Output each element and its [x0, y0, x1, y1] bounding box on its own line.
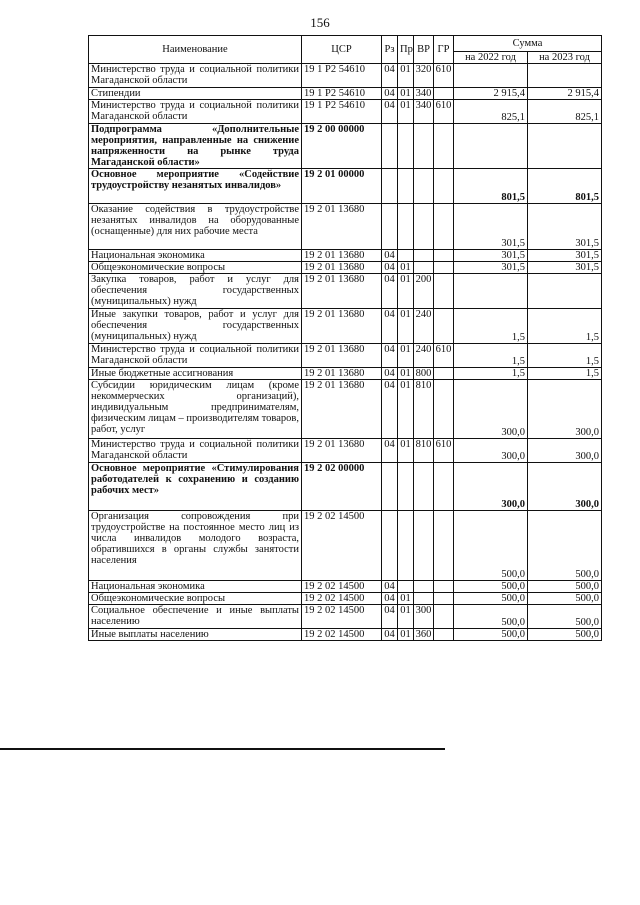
row-rz: 04	[382, 439, 398, 463]
row-name: Субсидии юридическим лицам (кроме некоммерческих организаций), индивидуальным предпринимателям, физическим лицам – производителям товаров, работ, услуг	[89, 380, 302, 439]
row-sum-2023: 1,5	[528, 368, 602, 380]
row-gr	[434, 368, 454, 380]
row-gr	[434, 593, 454, 605]
row-sum-2022	[454, 64, 528, 88]
row-csr: 19 1 P2 54610	[302, 88, 382, 100]
row-pr: 01	[398, 605, 414, 629]
row-sum-2023: 300,0	[528, 463, 602, 511]
row-gr	[434, 605, 454, 629]
row-pr: 01	[398, 262, 414, 274]
row-name: Социальное обеспечение и иные выплаты населению	[89, 605, 302, 629]
row-sum-2023: 301,5	[528, 250, 602, 262]
row-name: Организация сопровождения при трудоустройстве на постоянное место лиц из числа инвалидов молодого возраста, обратившихся в органы службы занятости населения	[89, 511, 302, 581]
row-vr	[414, 463, 434, 511]
row-pr: 01	[398, 344, 414, 368]
footer-rule	[0, 748, 445, 750]
row-sum-2022: 500,0	[454, 605, 528, 629]
row-name: Министерство труда и социальной политики Магаданской области	[89, 439, 302, 463]
table-row	[89, 262, 602, 274]
header-sum: Сумма	[454, 36, 602, 52]
row-gr: 610	[434, 64, 454, 88]
table-row	[89, 88, 602, 100]
row-rz: 04	[382, 593, 398, 605]
table-row	[89, 274, 602, 309]
row-sum-2022: 301,5	[454, 262, 528, 274]
row-pr: 01	[398, 88, 414, 100]
row-sum-2022: 1,5	[454, 344, 528, 368]
header-vr: ВР	[414, 36, 434, 64]
row-csr: 19 2 01 13680	[302, 204, 382, 250]
table-row	[89, 100, 602, 124]
row-sum-2022: 500,0	[454, 593, 528, 605]
row-vr	[414, 593, 434, 605]
row-sum-2023: 1,5	[528, 344, 602, 368]
row-rz: 04	[382, 250, 398, 262]
row-vr: 340	[414, 88, 434, 100]
table-row	[89, 169, 602, 204]
row-rz: 04	[382, 380, 398, 439]
row-vr	[414, 511, 434, 581]
row-gr	[434, 309, 454, 344]
row-sum-2022: 1,5	[454, 309, 528, 344]
header-year-2022: на 2022 год	[454, 52, 528, 64]
row-vr: 200	[414, 274, 434, 309]
header-year-2023: на 2023 год	[528, 52, 602, 64]
header-name: Наименование	[89, 36, 302, 64]
table-row	[89, 629, 602, 641]
row-sum-2023: 500,0	[528, 605, 602, 629]
row-sum-2023: 825,1	[528, 100, 602, 124]
row-pr: 01	[398, 309, 414, 344]
row-rz	[382, 204, 398, 250]
table-row	[89, 250, 602, 262]
row-rz: 04	[382, 581, 398, 593]
table-row	[89, 463, 602, 511]
row-sum-2023: 500,0	[528, 511, 602, 581]
table-row	[89, 581, 602, 593]
row-vr: 240	[414, 344, 434, 368]
row-gr	[434, 380, 454, 439]
table-row	[89, 511, 602, 581]
row-gr	[434, 204, 454, 250]
row-csr: 19 2 01 13680	[302, 262, 382, 274]
row-vr: 360	[414, 629, 434, 641]
row-csr: 19 2 01 13680	[302, 309, 382, 344]
row-rz	[382, 463, 398, 511]
row-csr: 19 1 P2 54610	[302, 64, 382, 88]
row-csr: 19 2 02 14500	[302, 605, 382, 629]
row-csr: 19 2 01 13680	[302, 250, 382, 262]
row-csr: 19 2 00 00000	[302, 124, 382, 169]
row-name: Оказание содействия в трудоустройстве незанятых инвалидов на оборудованные (оснащенные) для них рабочие места	[89, 204, 302, 250]
row-sum-2022: 300,0	[454, 463, 528, 511]
row-sum-2023: 2 915,4	[528, 88, 602, 100]
row-pr	[398, 463, 414, 511]
row-sum-2023: 300,0	[528, 380, 602, 439]
row-rz	[382, 169, 398, 204]
row-sum-2022: 300,0	[454, 380, 528, 439]
row-sum-2022	[454, 274, 528, 309]
row-gr	[434, 581, 454, 593]
row-sum-2023: 300,0	[528, 439, 602, 463]
row-gr: 610	[434, 344, 454, 368]
row-rz: 04	[382, 274, 398, 309]
header-rz: Рз	[382, 36, 398, 64]
table-row	[89, 380, 602, 439]
row-vr: 800	[414, 368, 434, 380]
page-number: 156	[310, 15, 330, 30]
row-sum-2022: 500,0	[454, 511, 528, 581]
row-name: Иные бюджетные ассигнования	[89, 368, 302, 380]
row-gr: 610	[434, 439, 454, 463]
row-sum-2022: 1,5	[454, 368, 528, 380]
row-name: Общеэкономические вопросы	[89, 262, 302, 274]
row-pr: 01	[398, 629, 414, 641]
row-name: Министерство труда и социальной политики Магаданской области	[89, 344, 302, 368]
row-vr	[414, 124, 434, 169]
row-gr	[434, 262, 454, 274]
row-sum-2023	[528, 274, 602, 309]
row-csr: 19 2 02 14500	[302, 629, 382, 641]
row-rz: 04	[382, 629, 398, 641]
row-sum-2023: 500,0	[528, 581, 602, 593]
row-csr: 19 2 01 00000	[302, 169, 382, 204]
row-vr: 810	[414, 439, 434, 463]
row-csr: 19 2 01 13680	[302, 368, 382, 380]
table-row	[89, 368, 602, 380]
row-csr: 19 1 P2 54610	[302, 100, 382, 124]
row-name: Основное мероприятие «Стимулирования работодателей к сохранению и созданию рабочих мест»	[89, 463, 302, 511]
row-vr: 320	[414, 64, 434, 88]
row-pr: 01	[398, 368, 414, 380]
row-sum-2022: 801,5	[454, 169, 528, 204]
row-vr	[414, 262, 434, 274]
row-csr: 19 2 01 13680	[302, 344, 382, 368]
row-rz: 04	[382, 368, 398, 380]
row-sum-2022: 2 915,4	[454, 88, 528, 100]
row-sum-2023	[528, 64, 602, 88]
table-row	[89, 344, 602, 368]
row-gr	[434, 169, 454, 204]
header-gr: ГР	[434, 36, 454, 64]
table-body	[89, 64, 602, 641]
row-rz	[382, 124, 398, 169]
table-row	[89, 439, 602, 463]
row-gr	[434, 250, 454, 262]
row-csr: 19 2 01 13680	[302, 380, 382, 439]
row-sum-2023: 301,5	[528, 262, 602, 274]
row-pr: 01	[398, 100, 414, 124]
row-sum-2022: 300,0	[454, 439, 528, 463]
row-name: Национальная экономика	[89, 250, 302, 262]
row-pr	[398, 204, 414, 250]
row-name: Стипендии	[89, 88, 302, 100]
row-vr: 810	[414, 380, 434, 439]
row-vr: 300	[414, 605, 434, 629]
row-pr: 01	[398, 274, 414, 309]
row-sum-2022	[454, 124, 528, 169]
row-gr: 610	[434, 100, 454, 124]
table-row	[89, 64, 602, 88]
row-pr: 01	[398, 593, 414, 605]
row-name: Иные закупки товаров, работ и услуг для обеспечения государственных (муниципальных) нужд	[89, 309, 302, 344]
table-row	[89, 605, 602, 629]
table-row	[89, 593, 602, 605]
row-pr	[398, 250, 414, 262]
row-sum-2022: 500,0	[454, 581, 528, 593]
row-pr	[398, 511, 414, 581]
row-sum-2022: 301,5	[454, 250, 528, 262]
row-name: Министерство труда и социальной политики Магаданской области	[89, 100, 302, 124]
row-gr	[434, 511, 454, 581]
row-sum-2023	[528, 124, 602, 169]
row-pr	[398, 581, 414, 593]
row-vr: 340	[414, 100, 434, 124]
row-name: Иные выплаты населению	[89, 629, 302, 641]
table-row	[89, 204, 602, 250]
row-pr: 01	[398, 439, 414, 463]
row-gr	[434, 629, 454, 641]
row-pr	[398, 124, 414, 169]
row-csr: 19 2 02 00000	[302, 463, 382, 511]
row-gr	[434, 463, 454, 511]
row-csr: 19 2 02 14500	[302, 593, 382, 605]
row-rz: 04	[382, 309, 398, 344]
row-vr	[414, 169, 434, 204]
row-sum-2023: 500,0	[528, 593, 602, 605]
row-name: Министерство труда и социальной политики Магаданской области	[89, 64, 302, 88]
row-rz: 04	[382, 88, 398, 100]
row-csr: 19 2 01 13680	[302, 274, 382, 309]
row-rz: 04	[382, 262, 398, 274]
header-csr: ЦСР	[302, 36, 382, 64]
row-rz: 04	[382, 605, 398, 629]
row-sum-2023: 1,5	[528, 309, 602, 344]
row-gr	[434, 88, 454, 100]
row-rz: 04	[382, 100, 398, 124]
row-pr: 01	[398, 380, 414, 439]
row-rz	[382, 511, 398, 581]
row-name: Общеэкономические вопросы	[89, 593, 302, 605]
row-csr: 19 2 02 14500	[302, 511, 382, 581]
table-row	[89, 309, 602, 344]
row-sum-2023: 301,5	[528, 204, 602, 250]
row-name: Закупка товаров, работ и услуг для обеспечения государственных (муниципальных) нужд	[89, 274, 302, 309]
row-vr: 240	[414, 309, 434, 344]
row-sum-2022: 825,1	[454, 100, 528, 124]
header-pr: Пр	[398, 36, 414, 64]
row-sum-2023: 500,0	[528, 629, 602, 641]
table-row	[89, 124, 602, 169]
budget-table	[88, 35, 602, 641]
row-vr	[414, 250, 434, 262]
row-vr	[414, 581, 434, 593]
row-csr: 19 2 01 13680	[302, 439, 382, 463]
row-rz: 04	[382, 344, 398, 368]
row-sum-2022: 500,0	[454, 629, 528, 641]
row-pr: 01	[398, 64, 414, 88]
row-pr	[398, 169, 414, 204]
row-sum-2023: 801,5	[528, 169, 602, 204]
row-vr	[414, 204, 434, 250]
row-gr	[434, 124, 454, 169]
row-rz: 04	[382, 64, 398, 88]
row-gr	[434, 274, 454, 309]
row-name: Основное мероприятие «Содействие трудоустройству незанятых инвалидов»	[89, 169, 302, 204]
row-name: Подпрограмма «Дополнительные мероприятия, направленные на снижение напряженности на рынке труда Магаданской области»	[89, 124, 302, 169]
row-sum-2022: 301,5	[454, 204, 528, 250]
row-csr: 19 2 02 14500	[302, 581, 382, 593]
row-name: Национальная экономика	[89, 581, 302, 593]
